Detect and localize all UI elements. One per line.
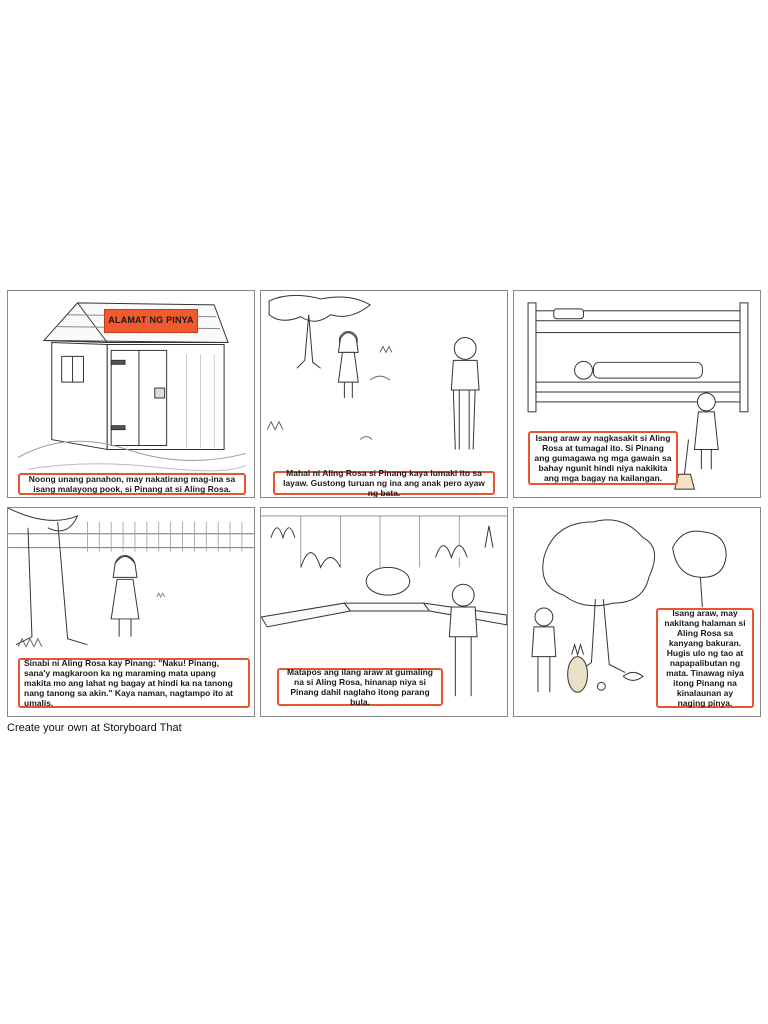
panel-5-caption: Matapos ang ilang araw at gumaling na si Aling Rosa, hinanap niya si Pinang dahil naglaho itong parang bula. [277, 668, 443, 706]
panel-3 [513, 290, 761, 498]
panel-1 [7, 290, 255, 498]
panel-1-caption: Noong unang panahon, may nakatirang mag-ina sa isang malayong pook, si Pinang at si Aling Rosa. [18, 473, 246, 495]
title-badge: ALAMAT NG PINYA [104, 309, 198, 333]
storyboard-that-footer[interactable]: Create your own at Storyboard That [7, 722, 182, 734]
panel-4-caption: Sinabi ni Aling Rosa kay Pinang: "Naku! Pinang, sana'y magkaroon ka ng maraming mata upang makita mo ang lahat ng bagay at hindi ka na tanong nang tanong sa akin." Kaya naman, nagtampo ito at umalis. [18, 658, 250, 708]
panel-2 [260, 290, 508, 498]
panel-2-caption: Mahal ni Aling Rosa si Pinang kaya lumaki ito sa layaw. Gustong turuan ng ina ang anak pero ayaw ng bata. [273, 471, 495, 495]
panel-3-caption: Isang araw ay nagkasakit si Aling Rosa at tumagal ito. Si Pinang ang gumagawa ng mga gawain sa bahay ngunit hindi niya nakikita ang mga bagay na kailangan. [528, 431, 678, 485]
panel-6 [513, 507, 761, 717]
panel-4 [7, 507, 255, 717]
park-illustration [261, 291, 507, 497]
panel-6-caption: Isang araw, may nakitang halaman si Aling Rosa sa kanyang bakuran. Hugis ulo ng tao at napapalibutan ng mata. Tinawag niya itong Pinang na kinalaunan ay naging pinya. [656, 608, 754, 708]
panel-5 [260, 507, 508, 717]
